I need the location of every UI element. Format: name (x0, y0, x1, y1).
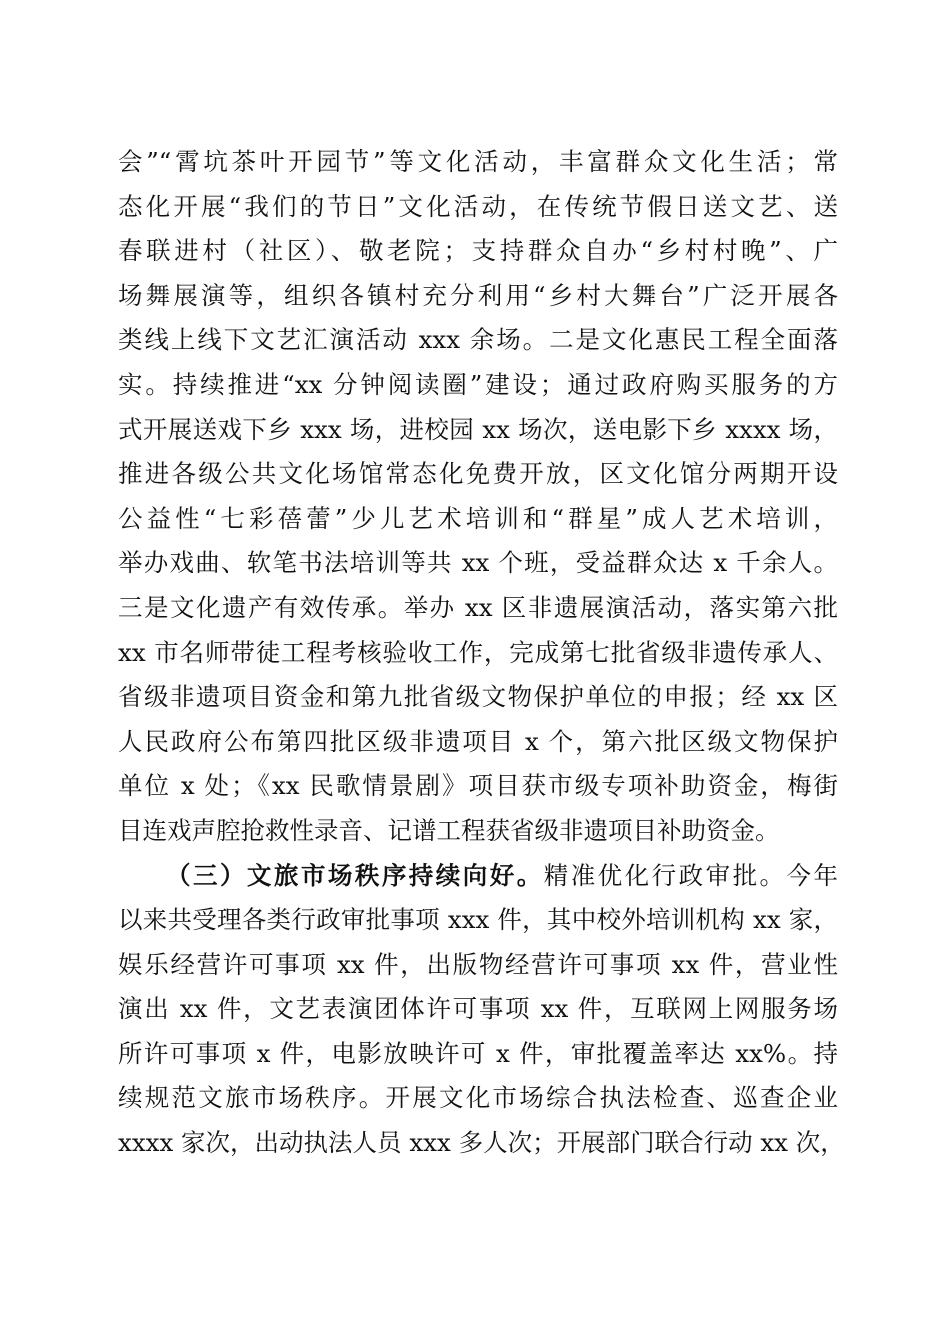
text-line: 举办戏曲、软笔书法培训等共 xx 个班，受益群众达 x 千余人。 (118, 548, 838, 578)
text-line: 态化开展“我们的节日”文化活动，在传统节假日送文艺、送 (118, 191, 838, 221)
text-line: 娱乐经营许可事项 xx 件，出版物经营许可事项 xx 件，营业性 (118, 949, 838, 979)
text-line: 省级非遗项目资金和第九批省级文物保护单位的申报；经 xx 区 (118, 682, 838, 712)
text-line: 会”“霄坑茶叶开园节”等文化活动，丰富群众文化生活；常 (118, 147, 838, 176)
text-line: 续规范文旅市场秩序。开展文化市场综合执法检查、巡查企业 (118, 1083, 838, 1113)
text-line: 三是文化遗产有效传承。举办 xx 区非遗展演活动，落实第六批 (118, 592, 838, 622)
text-line: 所许可事项 x 件，电影放映许可 x 件，审批覆盖率达 xx%。持 (118, 1038, 838, 1068)
section-3-heading: （三）文旅市场秩序持续向好。 (166, 860, 544, 890)
text-line: 春联进村（社区）、敬老院；支持群众自办“乡村村晚”、广 (118, 236, 838, 266)
section-3-first-line-text: 精准优化行政审批。今年 (543, 860, 839, 890)
text-line: 实。持续推进“xx 分钟阅读圈”建设；通过政府购买服务的方 (118, 369, 838, 399)
text-line: 演出 xx 件，文艺表演团体许可事项 xx 件，互联网上网服务场 (118, 994, 838, 1024)
text-line: xxxx 家次，出动执法人员 xxx 多人次；开展部门联合行动 xx 次， (118, 1128, 845, 1158)
text-line: 单位 x 处；《xx 民歌情景剧》项目获市级专项补助资金，梅街 (118, 771, 838, 801)
text-line: xx 市名师带徒工程考核验收工作，完成第七批省级非遗传承人、 (118, 637, 838, 667)
text-line: 推进各级公共文化场馆常态化免费开放，区文化馆分两期开设 (118, 459, 838, 489)
text-line: 类线上线下文艺汇演活动 xxx 余场。二是文化惠民工程全面落 (118, 325, 838, 355)
text-line: 以来共受理各类行政审批事项 xxx 件，其中校外培训机构 xx 家， (118, 905, 838, 935)
text-line: 公益性“七彩蓓蕾”少儿艺术培训和“群星”成人艺术培训， (118, 503, 838, 533)
text-line: 式开展送戏下乡 xxx 场，进校园 xx 场次，送电影下乡 xxxx 场， (118, 414, 838, 444)
text-line: 场舞展演等，组织各镇村充分利用“乡村大舞台”广泛开展各 (118, 280, 838, 310)
body-text (118, 140, 845, 1166)
text-line: 目连戏声腔抢救性录音、记谱工程获省级非遗项目补助资金。 (118, 815, 780, 845)
section-3-first-line (118, 854, 838, 899)
text-line: 人民政府公布第四批区级非遗项目 x 个，第六批区级文物保护 (118, 726, 838, 756)
